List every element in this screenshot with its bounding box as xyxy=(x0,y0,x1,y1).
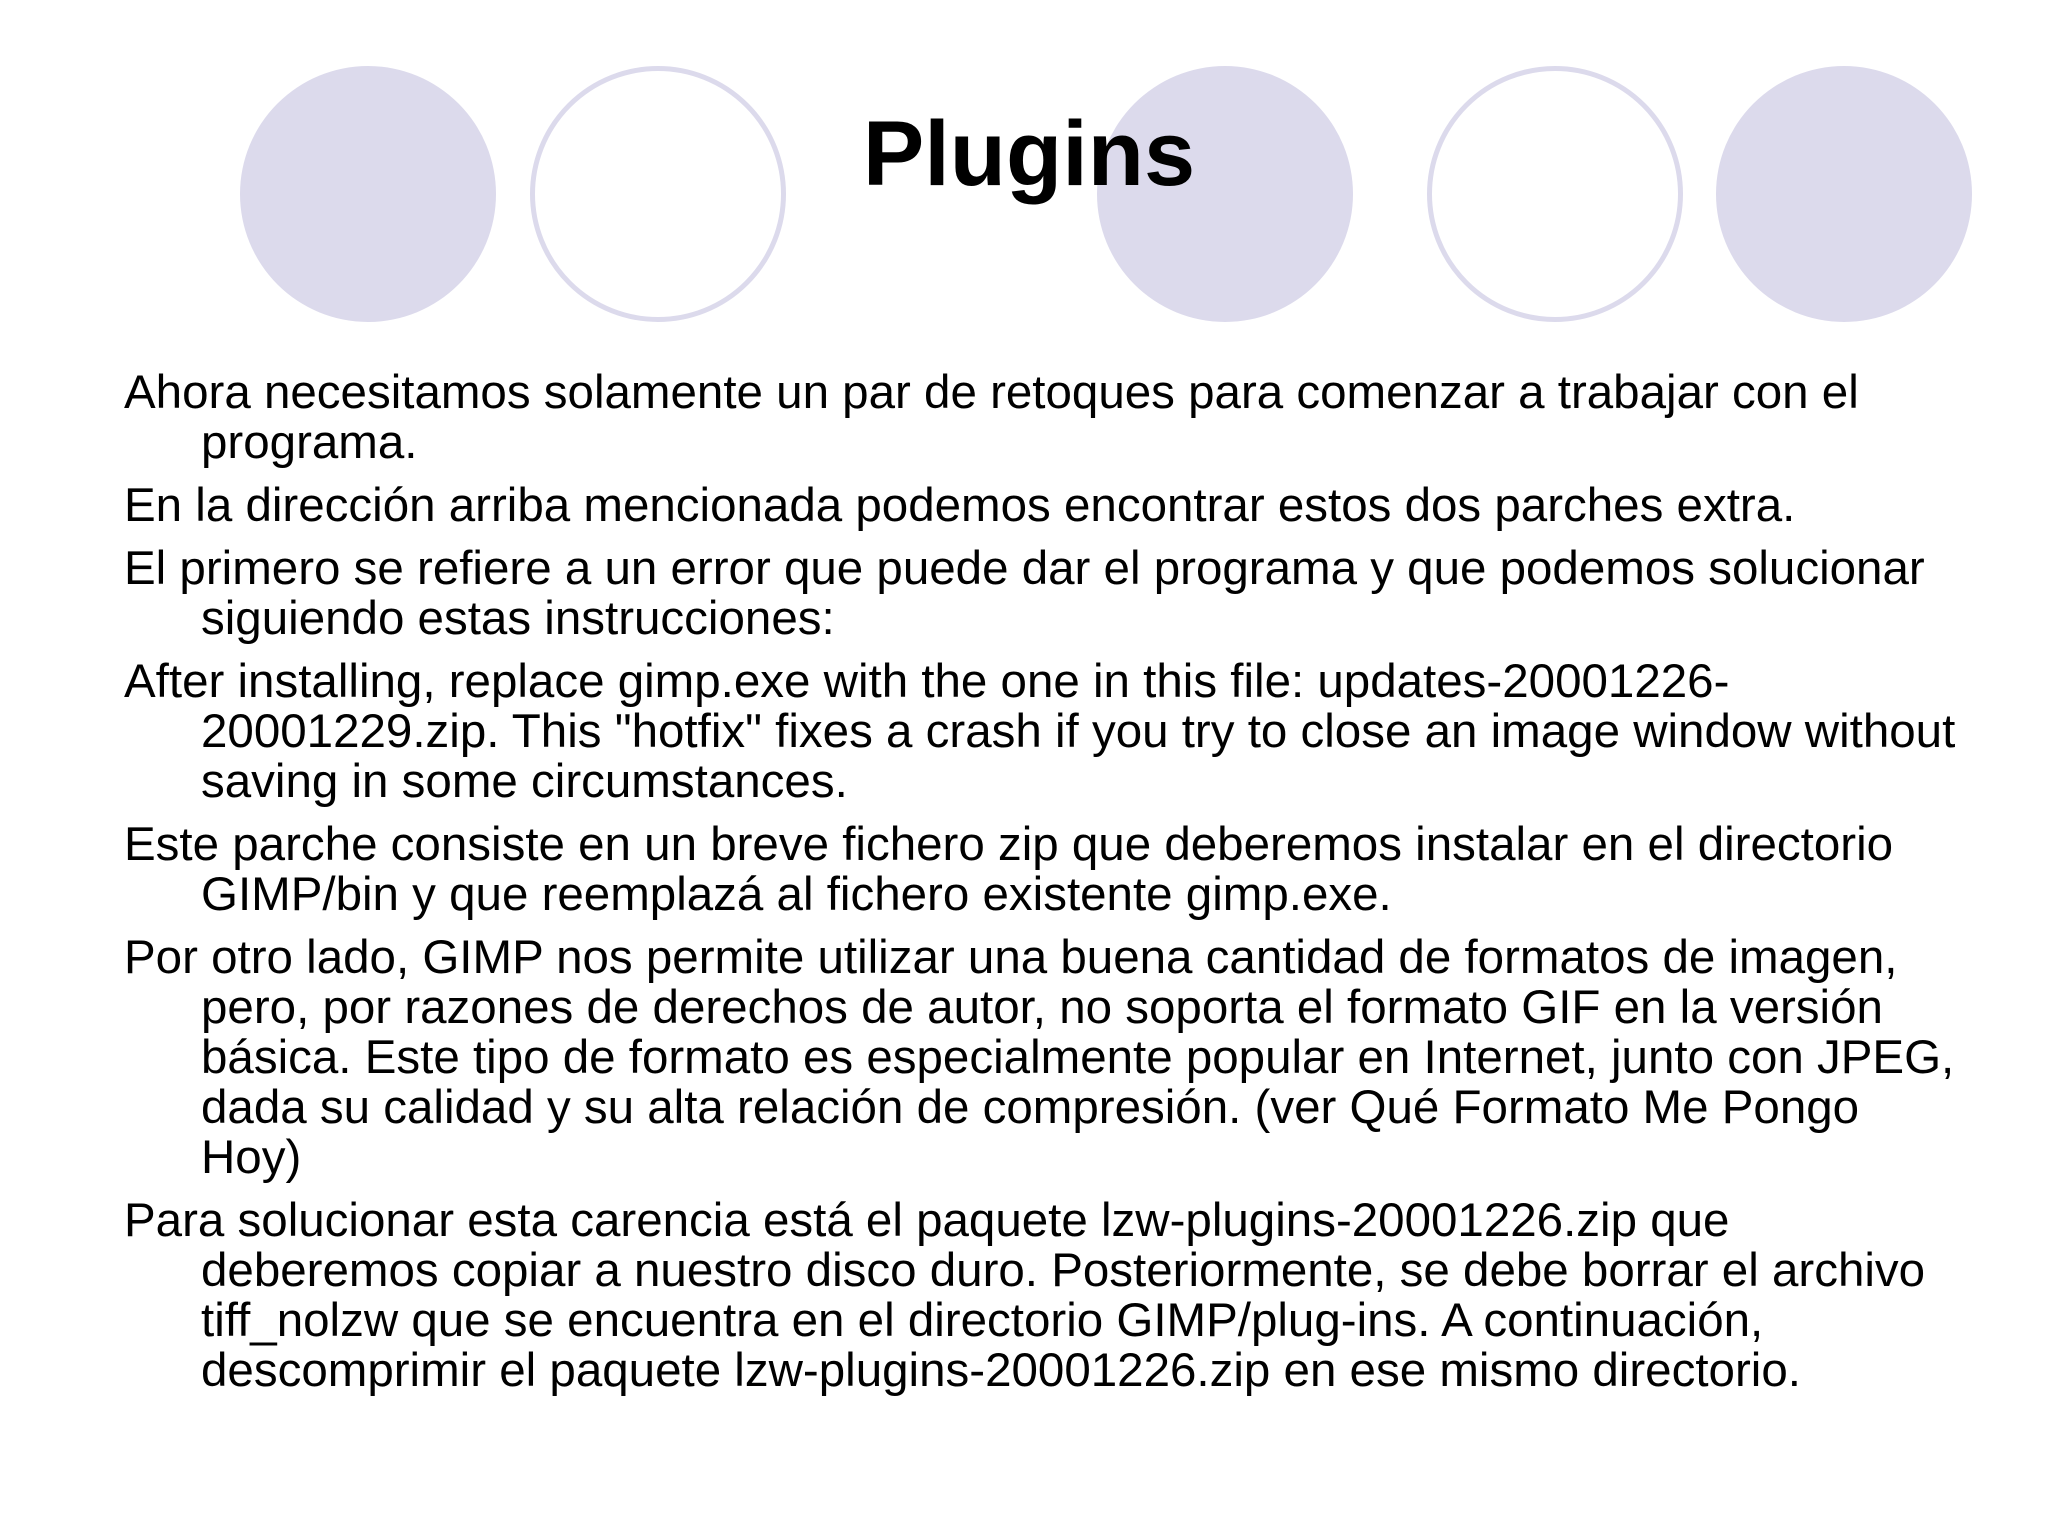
paragraph: After installing, replace gimp.exe with the one in this file: updates-20001226-20001229.zip. This "hotfix" fixes a crash if you try to close an image window without saving in some circumstances. xyxy=(124,655,1956,808)
slide-body xyxy=(124,368,1964,1409)
paragraph: Ahora necesitamos solamente un par de retoques para comenzar a trabajar con el programa. xyxy=(124,366,1859,469)
paragraph: Para solucionar esta carencia está el paquete lzw-plugins-20001226.zip que deberemos copiar a nuestro disco duro. Posteriormente, se debe borrar el archivo tiff_nolzw que se encuentra en el directorio GIMP/plug-ins. A continuación, descomprimir el paquete lzw-plugins-20001226.zip en ese mismo directorio. xyxy=(124,1194,1926,1397)
paragraph: Por otro lado, GIMP nos permite utilizar una buena cantidad de formatos de imagen, pero, por razones de derechos de autor, no soporta el formato GIF en la versión básica. Este tipo de formato es especialmente popular en Internet, junto con JPEG, dada su calidad y su alta relación de compresión. (ver Qué Formato Me Pongo Hoy) xyxy=(124,931,1955,1184)
paragraph: En la dirección arriba mencionada podemos encontrar estos dos parches extra. xyxy=(124,479,1796,532)
paragraph: Este parche consiste en un breve fichero zip que deberemos instalar en el directorio GIMP/bin y que reemplazá al fichero existente gimp.exe. xyxy=(124,818,1894,921)
slide-title: Plugins xyxy=(862,103,1196,205)
paragraph: El primero se refiere a un error que puede dar el programa y que podemos solucionar siguiendo estas instrucciones: xyxy=(124,542,1925,645)
